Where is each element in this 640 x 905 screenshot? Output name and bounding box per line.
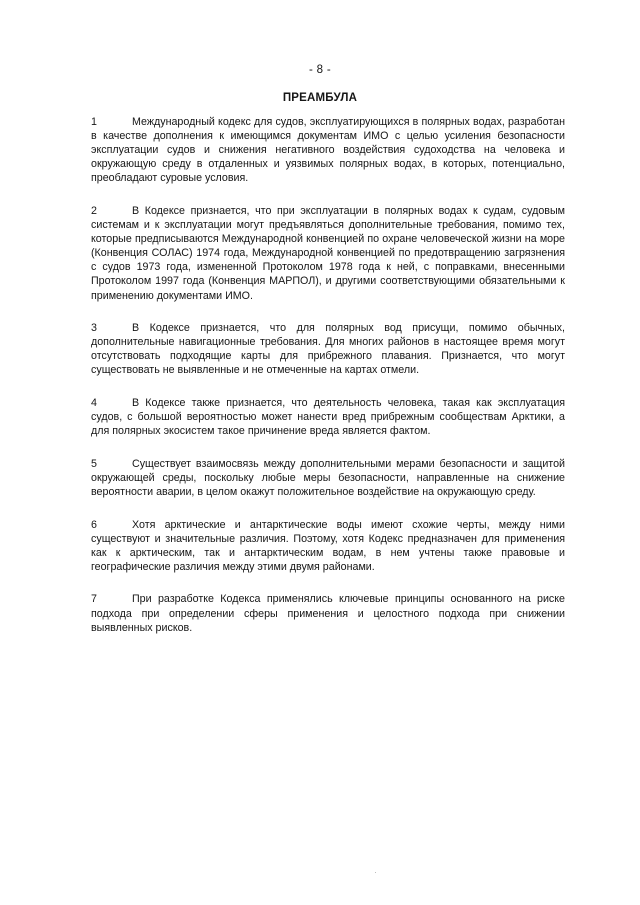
- paragraph-text: В Кодексе признается, что для полярных вод присущи, помимо обычных, дополнительные навигационные требования. Для многих районов в настоящее время могут отсутствовать подходящие карты для прибрежного плавания. Признается, что могут существовать не выявленные и не отмеченные на картах отмели.: [91, 322, 565, 377]
- preamble-body: [91, 115, 565, 653]
- paragraph-2: [91, 204, 565, 303]
- paragraph-6: [91, 518, 565, 574]
- paragraph-number: 3: [91, 322, 97, 335]
- paragraph-4: [91, 396, 565, 438]
- paragraph-1: [91, 115, 565, 185]
- paragraph-5: [91, 457, 565, 499]
- paragraph-number: 4: [91, 397, 97, 409]
- paragraph-text: При разработке Кодекса применялись ключевые принципы основанного на риске подхода при определении сферы применения и целостного подхода при снижении выявленных рисков.: [91, 593, 565, 634]
- paragraph-number: 2: [91, 204, 97, 217]
- paragraph-7: [91, 592, 565, 634]
- paragraph-text: Международный кодекс для судов, эксплуатирующихся в полярных водах, разработан в качестве дополнения к имеющимся документам ИМО с целью усиления безопасности эксплуатации судов и снижения негативного воздействия судоходства на человека и окружающую среду в отдаленных и уязвимых полярных водах, в которых, потенциально, преобладают суровые условия.: [91, 116, 565, 185]
- paragraph-text: Существует взаимосвязь между дополнительными мерами безопасности и защитой окружающей среды, поскольку любые меры безопасности, направленные на снижение вероятности аварии, в целом окажут положительное воздействие на окружающую среду.: [91, 457, 565, 498]
- paragraph-text: Хотя арктические и антарктические воды имеют схожие черты, между ними существуют и значительные различия. Поэтому, хотя Кодекс предназначен для применения как к арктическим, так и антарктическим водам, в нем учтены также правовые и географические различия между этими двумя районами.: [91, 518, 565, 573]
- paragraph-number: 1: [91, 116, 97, 128]
- scan-speck: [375, 872, 376, 873]
- paragraph-text: В Кодексе признается, что при эксплуатации в полярных водах к судам, судовым системам и к эксплуатации могут предъявляться дополнительные требования, помимо тех, которые предписываются Международной конвенцией по охране человеческой жизни на море (Конвенция СОЛАС) 1974 года, Международной конвенцией по предотвращению загрязнения с судов 1973 года, измененной Протоколом 1978 года к ней, с поправками, внесенными Протоколом 1997 года (Конвенция МАРПОЛ), и другими соответствующими обязательными к применению документами ИМО.: [91, 204, 565, 302]
- paragraph-number: 5: [91, 457, 97, 470]
- paragraph-3: [91, 321, 565, 377]
- page-number: - 8 -: [309, 64, 331, 76]
- paragraph-number: 7: [91, 593, 97, 606]
- page-title: ПРЕАМБУЛА: [282, 92, 358, 104]
- paragraph-number: 6: [91, 518, 97, 531]
- paragraph-text: В Кодексе также признается, что деятельность человека, такая как эксплуатация судов, с большой вероятностью может нанести вред прибрежным сообществам Арктики, а для полярных экосистем такое причинение вреда является фактом.: [91, 397, 565, 438]
